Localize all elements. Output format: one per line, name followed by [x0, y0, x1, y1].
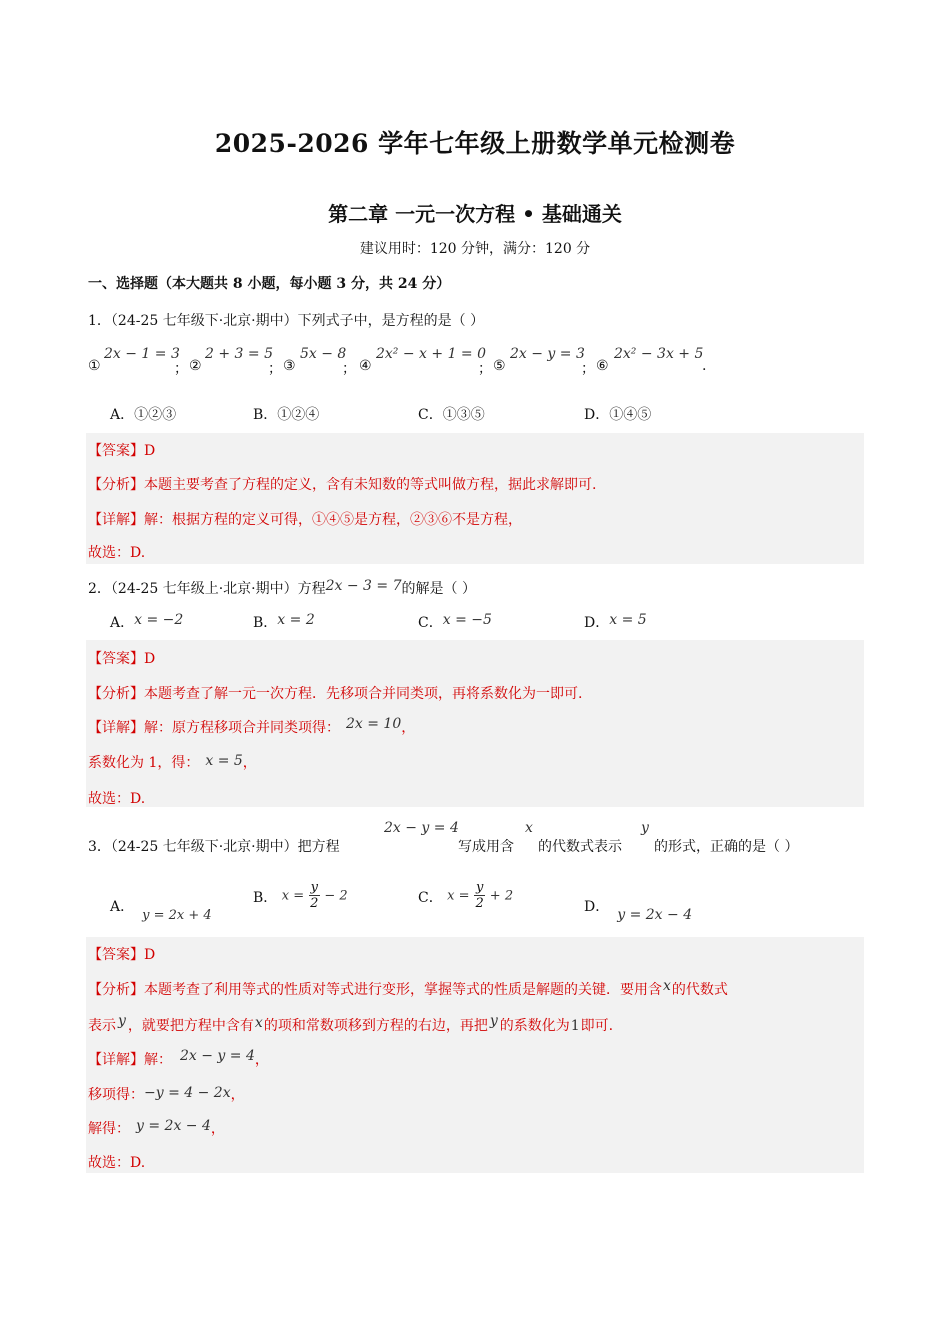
- q3-solve: [88, 1118, 225, 1138]
- q1-detail: 【详解】解：根据方程的定义可得，①④⑤是方程，②③⑥不是方程，: [88, 512, 522, 528]
- q3-stem-y: y: [641, 820, 649, 836]
- q1-choice: 故选：D.: [88, 545, 146, 561]
- q2-option-b: [253, 612, 315, 632]
- q2-coef: [88, 752, 257, 772]
- q3-stem-text-3: 的代数式表示: [538, 839, 622, 855]
- q2-option-a-label: A．: [110, 615, 135, 631]
- q3-move-punct: ，: [230, 1087, 245, 1103]
- q1-mark-3: ③: [283, 358, 296, 374]
- q2-coef-equation: x = 5: [205, 753, 243, 769]
- q3-option-c-fraction: [474, 880, 485, 911]
- q3-analysis-y-2: y: [489, 1013, 498, 1029]
- q1-analysis: 【分析】本题主要考查了方程的定义，含有未知数的等式叫做方程，据此求解即可.: [88, 477, 597, 493]
- time-score-info: 建议用时：120 分钟，满分：120 分: [359, 241, 591, 257]
- q3-analysis-text-6: 的系数化为: [499, 1018, 570, 1034]
- q3-move: [88, 1084, 245, 1104]
- q3-option-b-lhs: x =: [281, 888, 305, 904]
- q3-analysis-text-5: 的项和常数项移到方程的右边，再把: [263, 1018, 488, 1034]
- q2-option-d-label: D．: [584, 615, 610, 631]
- q3-option-b-numerator: y: [310, 880, 318, 895]
- q3-analysis-text-1: 【分析】本题考查了利用等式的性质对等式进行变形，掌握等式的性质是解题的关键．要用含: [88, 982, 662, 998]
- q3-solution-box: [86, 937, 864, 1173]
- q3-analysis-text-4: ，就要把方程中含有: [127, 1018, 254, 1034]
- q1-expr-4: 2x² − x + 1 = 0: [376, 346, 487, 362]
- q3-detail-equation: 2x − y = 4: [180, 1048, 255, 1064]
- chapter-subtitle: 第二章 一元一次方程 • 基础通关: [328, 202, 622, 226]
- q3-analysis-x-2: x: [254, 1015, 263, 1031]
- q2-solution-box: [86, 640, 864, 807]
- q3-option-a-expr: y = 2x + 4: [142, 908, 212, 923]
- q1-option-a: A．①②③: [110, 407, 177, 423]
- q3-analysis-text-2: 的代数式: [671, 982, 728, 998]
- q1-sep-5: ；: [581, 361, 595, 377]
- q3-option-b-denominator: 2: [310, 896, 319, 911]
- q2-stem: [88, 578, 476, 598]
- q1-option-b: B．①②④: [253, 407, 320, 423]
- q1-option-c: C．①③⑤: [418, 407, 485, 423]
- q3-solve-punct: ，: [210, 1121, 225, 1137]
- q2-option-a: [110, 612, 183, 632]
- q3-choice: 故选：D.: [88, 1155, 146, 1171]
- q2-detail-text: 【详解】解：原方程移项合并同类项得：: [88, 720, 340, 736]
- q1-sep-3: ；: [342, 361, 356, 377]
- q1-sep-4: ；: [478, 361, 492, 377]
- q3-detail-text: 【详解】解：: [88, 1052, 172, 1068]
- q1-expr-5: 2x − y = 3: [510, 346, 585, 362]
- page-title: 2025-2026 学年七年级上册数学单元检测卷: [214, 129, 736, 158]
- q1-mark-6: ⑥: [596, 358, 609, 374]
- q1-mark-5: ⑤: [493, 358, 506, 374]
- q2-option-b-label: B．: [253, 615, 278, 631]
- q3-move-text: 移项得：: [88, 1087, 144, 1103]
- q2-stem-text: 2．（24-25 七年级上·北京·期中）方程: [88, 581, 326, 597]
- q3-option-b-rhs: − 2: [324, 888, 348, 904]
- q1-mark-4: ④: [359, 358, 372, 374]
- q3-option-d: [584, 896, 693, 923]
- q3-stem-text-2: 写成用含: [458, 839, 514, 855]
- q2-option-c-label: C．: [418, 615, 443, 631]
- q3-option-b-label: B．: [253, 889, 278, 906]
- q1-sep-6: .: [702, 358, 707, 374]
- q3-stem-equation: 2x − y = 4: [384, 820, 459, 836]
- q1-expr-1: 2x − 1 = 3: [104, 346, 180, 362]
- q3-option-c-lhs: x =: [447, 888, 470, 904]
- q2-option-c: [418, 612, 492, 632]
- q2-option-d-expr: x = 5: [609, 612, 647, 628]
- section-title: 一、选择题（本大题共 8 小题，每小题 3 分，共 24 分）: [88, 276, 451, 292]
- q2-option-d: [584, 612, 647, 632]
- q2-detail-punct: ，: [401, 720, 416, 736]
- q3-option-c: [418, 880, 513, 911]
- q3-detail: [88, 1049, 269, 1069]
- q3-analysis-line2: [88, 1015, 613, 1035]
- q3-option-d-expr: y = 2x − 4: [617, 907, 693, 923]
- q1-option-d: D．①④⑤: [584, 407, 652, 423]
- q3-option-b: [253, 880, 348, 911]
- q3-detail-punct: ，: [254, 1052, 269, 1068]
- q2-option-a-expr: x = −2: [134, 612, 184, 628]
- q3-stem: [88, 820, 868, 870]
- q2-choice: 故选：D.: [88, 791, 146, 807]
- q3-option-a: [110, 896, 212, 923]
- q2-stem-equation: 2x − 3 = 7: [325, 578, 402, 594]
- q3-stem-text: 3．（24-25 七年级下·北京·期中）把方程: [88, 839, 340, 855]
- q2-option-b-expr: x = 2: [277, 612, 315, 628]
- q3-option-c-rhs: + 2: [489, 888, 514, 904]
- q2-coef-punct: ，: [242, 755, 257, 771]
- q3-move-equation: −y = 4 − 2x: [144, 1085, 231, 1101]
- q3-analysis-text-3: 表示: [88, 1018, 116, 1034]
- q3-option-b-fraction: [309, 880, 320, 911]
- q3-analysis-line1: [88, 979, 728, 999]
- q3-analysis-y: y: [118, 1013, 126, 1029]
- q1-sep-1: ；: [174, 361, 188, 377]
- q2-answer: 【答案】D: [88, 651, 156, 667]
- q3-option-c-denominator: 2: [475, 896, 484, 911]
- q3-analysis-text-7: 即可.: [580, 1018, 614, 1034]
- q1-expr-6: 2x² − 3x + 5: [614, 346, 704, 362]
- q3-analysis-one: 1: [570, 1018, 580, 1034]
- q1-expr-2: 2 + 3 = 5: [205, 346, 273, 362]
- q1-sep-2: ；: [268, 361, 282, 377]
- q1-mark-1: ①: [88, 358, 101, 374]
- q2-coef-text: 系数化为 1，得：: [88, 755, 200, 771]
- q3-option-a-label: A．: [110, 899, 135, 915]
- q3-solve-equation: y = 2x − 4: [136, 1118, 211, 1134]
- q3-stem-tail: 的形式，正确的是（ ）: [654, 839, 799, 855]
- q3-answer: 【答案】D: [88, 947, 156, 963]
- q3-option-d-label: D．: [584, 899, 610, 915]
- q1-mark-2: ②: [189, 358, 202, 374]
- q2-detail: [88, 717, 415, 737]
- q3-stem-x: x: [525, 820, 533, 836]
- q1-items: [88, 346, 868, 380]
- q3-option-c-numerator: y: [475, 880, 484, 895]
- q2-stem-tail: 的解是（ ）: [401, 581, 476, 597]
- q3-option-c-label: C．: [418, 889, 443, 906]
- q1-stem: 1．（24-25 七年级下·北京·期中）下列式子中，是方程的是（ ）: [88, 313, 485, 329]
- q2-analysis: 【分析】本题考查了解一元一次方程．先移项合并同类项，再将系数化为一即可.: [88, 686, 583, 702]
- q3-solve-text: 解得：: [88, 1121, 130, 1137]
- q2-detail-equation: 2x = 10: [346, 716, 402, 732]
- q1-solution-box: [86, 433, 864, 564]
- q1-expr-3: 5x − 8: [300, 346, 347, 362]
- q1-answer: 【答案】D: [88, 443, 156, 459]
- q2-option-c-expr: x = −5: [442, 612, 492, 628]
- q3-analysis-x: x: [663, 978, 671, 994]
